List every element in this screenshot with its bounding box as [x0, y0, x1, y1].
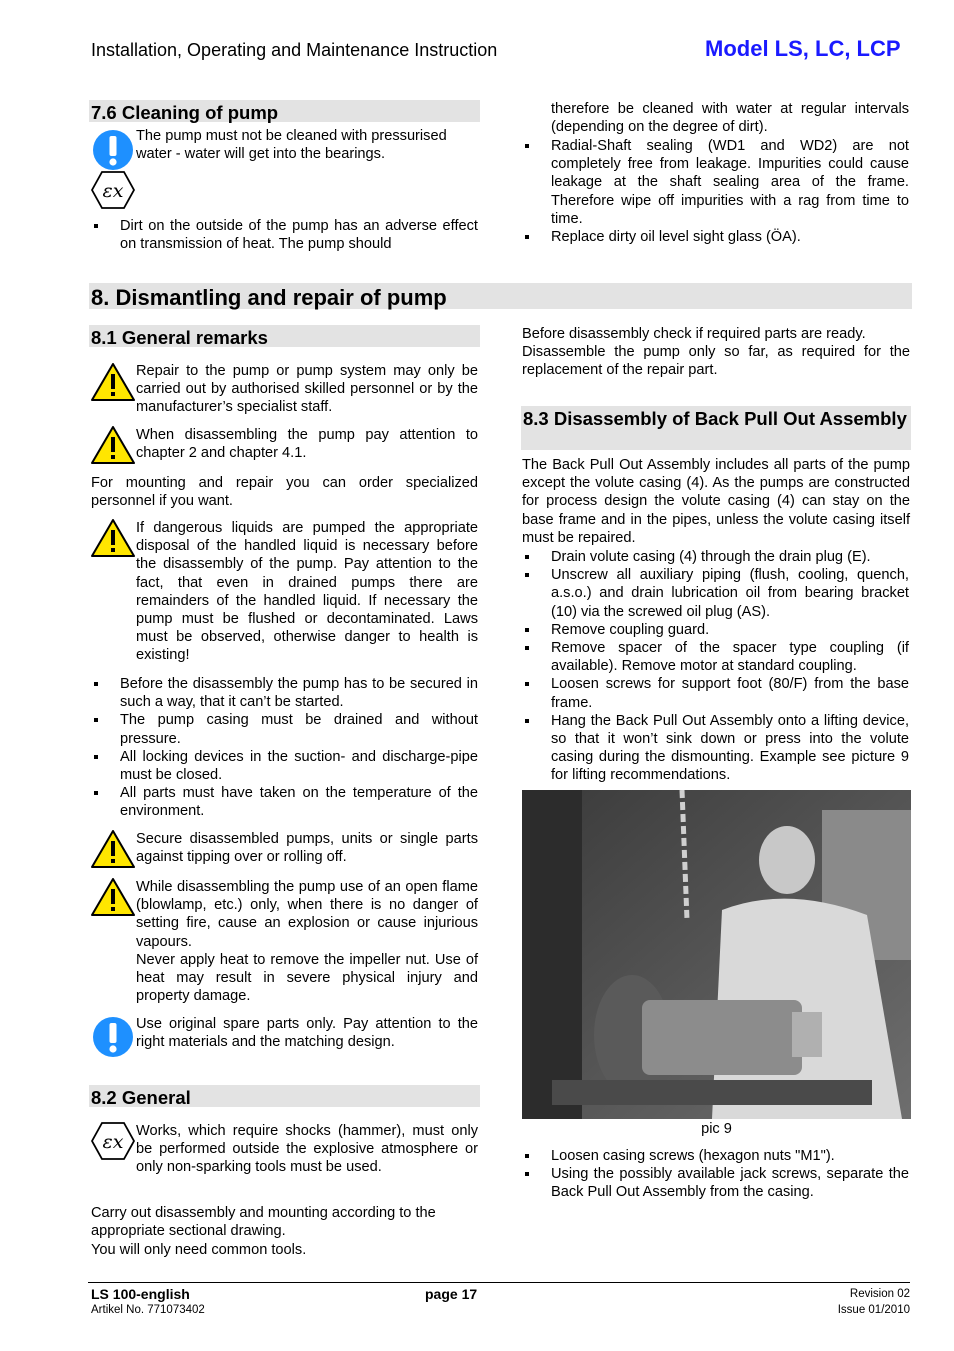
list-item: All locking devices in the suction- and discharge-pipe must be closed. [91, 748, 478, 784]
warning-icon [91, 877, 135, 917]
warning-icon [91, 425, 135, 465]
list-item: Replace dirty oil level sight glass (ÖA). [522, 228, 909, 246]
list-item: Radial-Shaft sealing (WD1 and WD2) are not completely free from leakage. Impurities could cause leakage at the shaft sealing area of the frame. Therefore wipe off impurities with a rag from time to time. [522, 137, 909, 228]
info-notice-icon [92, 1016, 134, 1058]
svg-text:εx: εx [102, 180, 124, 202]
warning-icon [91, 829, 135, 869]
cleaning-bullets-right [522, 137, 909, 246]
paragraph-check-parts: Before disassembly check if required parts are ready. [522, 326, 866, 342]
list-item: Drain volute casing (4) through the drain plug (E). [522, 548, 909, 566]
heading-8: 8. Dismantling and repair of pump [89, 283, 912, 309]
footer-article: Artikel No. 771073402 [91, 1304, 205, 1316]
paragraph-sectional-drawing: Carry out disassembly and mounting according to the appropriate sectional drawing. [91, 1205, 436, 1240]
list-item: Hang the Back Pull Out Assembly onto a lifting device, so that it won’t sink down or press into the volute casing during the dismounting. Example see picture 9 for lifting recommendations. [522, 712, 909, 785]
ex-text: Works, which require shocks (hammer), must only be performed outside the explosive atmosphere or only non-sparking tools must be used. [136, 1123, 478, 1176]
ex-explosion-icon [91, 170, 135, 210]
list-item: Dirt on the outside of the pump has an adverse effect on transmission of heat. The pump should [91, 217, 478, 253]
list-item: Before the disassembly the pump has to be secured in such a way, that it can’t be started. [91, 675, 478, 711]
page-number: page 17 [425, 1286, 478, 1302]
info-notice-icon [92, 129, 134, 171]
svg-text:εx: εx [102, 1131, 124, 1153]
heading-8-3: 8.3 Disassembly of Back Pull Out Assembly [521, 406, 911, 450]
cleaning-continuation: therefore be cleaned with water at regular intervals (depending on the degree of dirt). [551, 101, 909, 136]
model-title: Model LS, LC, LCP [705, 36, 901, 61]
footer-divider [88, 1282, 910, 1283]
list-item: Using the possibly available jack screws, separate the Back Pull Out Assembly from the casing. [522, 1165, 909, 1201]
warning-text-5b: Never apply heat to remove the impeller nut. Use of heat may result in severe physical injury and property damage. [136, 952, 478, 1005]
list-item: Remove spacer of the spacer type coupling (if available). Remove motor at standard coupling. [522, 639, 909, 675]
list-item: Loosen screws for support foot (80/F) from the base frame. [522, 675, 909, 711]
list-item: The pump casing must be drained and without pressure. [91, 711, 478, 747]
lifting-photo [522, 790, 911, 1119]
general-remarks-bullets [91, 675, 478, 821]
footer-issue: Issue 01/2010 [837, 1304, 910, 1316]
ex-explosion-icon [91, 1121, 135, 1161]
paragraph-specialized: For mounting and repair you can order specialized personnel if you want. [91, 475, 478, 510]
warning-text-2: When disassembling the pump pay attention to chapter 2 and chapter 4.1. [136, 427, 478, 462]
heading-7-6: 7.6 Cleaning of pump [89, 100, 480, 122]
warning-icon [91, 362, 135, 402]
spare-parts-note: Use original spare parts only. Pay attention to the right materials and the matching design. [136, 1016, 478, 1051]
footer-revision: Revision 02 [849, 1288, 910, 1300]
warning-text-3: If dangerous liquids are pumped the appropriate disposal of the handled liquid is necessary before the disassembly of the pump. Pay attention to the fact, that even in drained pumps there are remainders of the handled liquid. If necessary the pump must be flushed or decontaminated. Laws must be observed, otherwise danger to health is existing! [136, 520, 478, 664]
heading-8-1: 8.1 General remarks [89, 325, 480, 347]
bpo-intro: The Back Pull Out Assembly includes all parts of the pump except the volute casing (4). As the pumps are constructed for process design the volute casing (4) can stay on the base frame and in the pipes, unless the volute casing itself must be repaired. [522, 457, 910, 546]
list-item: Loosen casing screws (hexagon nuts "M1"). [522, 1147, 909, 1165]
list-item: Remove coupling guard. [522, 621, 909, 639]
warning-icon [91, 518, 135, 558]
bpo-steps [522, 548, 909, 785]
photo-caption: pic 9 [701, 1121, 732, 1137]
heading-8-2: 8.2 General [89, 1085, 480, 1107]
cleaning-bullets-left [91, 217, 478, 253]
warning-text-1: Repair to the pump or pump system may only be carried out by authorised skilled personnel or by the manufacturer’s specialist staff. [136, 363, 478, 416]
warning-text-5a: While disassembling the pump use of an open flame (blowlamp, etc.) only, when there is no danger of setting fire, cause an explosion or cause injurious vapours. [136, 879, 478, 950]
paragraph-common-tools: You will only need common tools. [91, 1242, 307, 1258]
bpo-steps-continued [522, 1147, 909, 1202]
cleaning-note: The pump must not be cleaned with pressurised water - water will get into the bearings. [136, 128, 447, 163]
list-item: Unscrew all auxiliary piping (flush, cooling, quench, a.s.o.) and drain lubrication oil from bearing bracket (10) via the screwed oil plug (AS). [522, 566, 909, 621]
warning-text-4: Secure disassembled pumps, units or single parts against tipping over or rolling off. [136, 831, 478, 866]
paragraph-disassemble-only: Disassemble the pump only so far, as required for the replacement of the repair part. [522, 344, 910, 379]
document-title: Installation, Operating and Maintenance Instruction [91, 40, 498, 60]
list-item: All parts must have taken on the temperature of the environment. [91, 784, 478, 820]
footer-doc: LS 100-english [91, 1286, 190, 1302]
